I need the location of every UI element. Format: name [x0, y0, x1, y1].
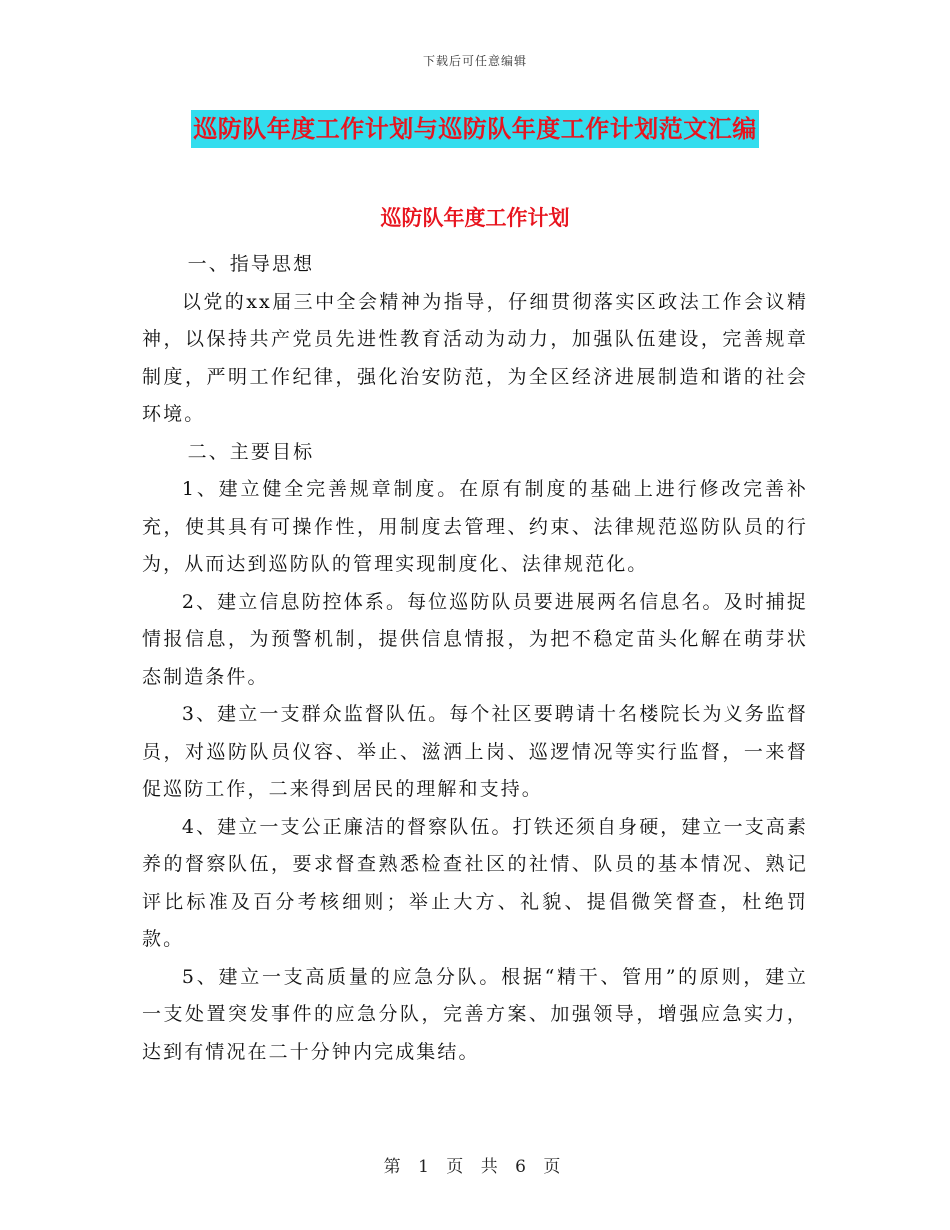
paragraph-goal-1: 1、建立健全完善规章制度。在原有制度的基础上进行修改完善补充，使其具有可操作性，用制度去管理、约束、法律规范巡防队员的行为，从而达到巡防队的管理实现制度化、法律规范化。 [142, 478, 808, 575]
paragraph-goal-4: 4、建立一支公正廉洁的督察队伍。打铁还须自身硬，建立一支高素养的督察队伍，要求督查熟悉检查社区的社情、队员的基本情况、熟记评比标准及百分考核细则；举止大方、礼貌、提倡微笑督查，杜绝罚款。 [142, 815, 808, 950]
paragraph-goal-5: 5、建立一支高质量的应急分队。根据“精干、管用”的原则，建立一支处置突发事件的应急分队，完善方案、加强领导，增强应急实力，达到有情况在二十分钟内完成集结。 [142, 965, 808, 1063]
page-number: 第 1 页 共 6 页 [383, 1157, 567, 1177]
page-header-note: 下载后可任意编辑 [422, 54, 527, 68]
document-body [142, 246, 808, 1071]
section-heading-guiding-ideology: 一、指导思想 [187, 253, 315, 275]
section-title: 巡防队年度工作计划 [380, 206, 570, 230]
paragraph-goal-2: 2、建立信息防控体系。每位巡防队员要进展两名信息名。及时捕捉情报信息，为预警机制，提供信息情报，为把不稳定苗头化解在萌芽状态制造条件。 [142, 590, 808, 688]
main-title: 巡防队年度工作计划与巡防队年度工作计划范文汇编 [191, 110, 759, 148]
section-heading-main-goals: 二、主要目标 [187, 440, 315, 463]
paragraph-guiding-ideology: 以党的xx届三中全会精神为指导，仔细贯彻落实区政法工作会议精神，以保持共产党员先进性教育活动为动力，加强队伍建设，完善规章制度，严明工作纪律，强化治安防范，为全区经济进展制造和谐的社会环境。 [142, 290, 808, 425]
paragraph-goal-3: 3、建立一支群众监督队伍。每个社区要聘请十名楼院长为义务监督员，对巡防队员仪容、举止、滋洒上岗、巡逻情况等实行监督，一来督促巡防工作，二来得到居民的理解和支持。 [142, 703, 808, 800]
main-title-container [0, 110, 950, 148]
